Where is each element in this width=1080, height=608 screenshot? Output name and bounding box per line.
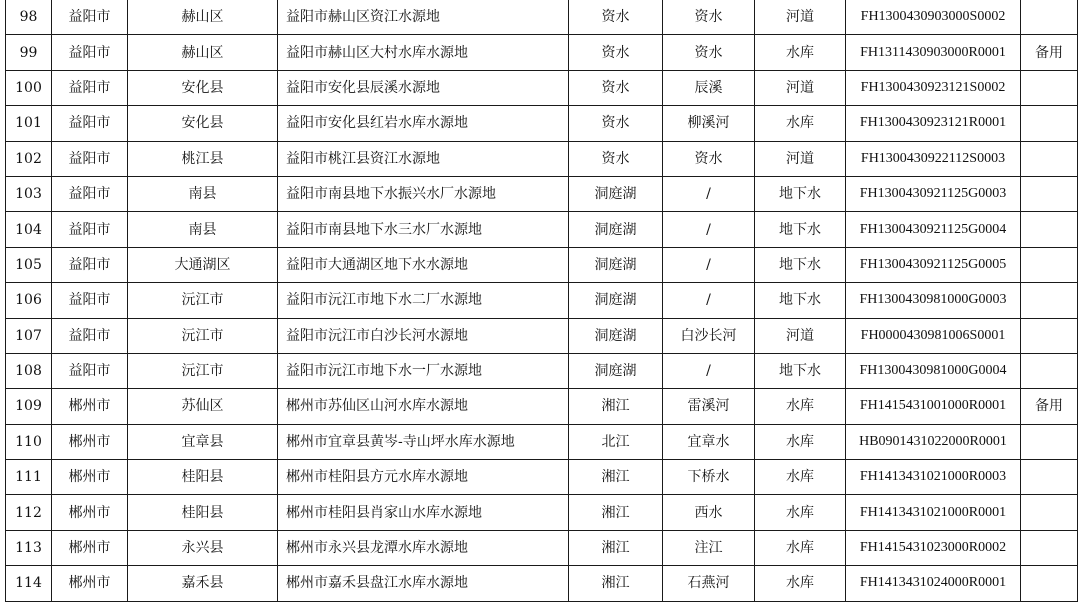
- row-number: 111: [6, 460, 52, 495]
- source-type-cell: 地下水: [755, 247, 846, 282]
- row-number: 99: [6, 35, 52, 70]
- source-type-cell: 水库: [755, 566, 846, 601]
- river-cell: 西水: [663, 495, 755, 530]
- source-name-cell: 益阳市赫山区大村水库水源地: [278, 35, 569, 70]
- source-name-cell: 郴州市宜章县黄岑-寺山坪水库水源地: [278, 424, 569, 459]
- remark-cell: [1021, 141, 1078, 176]
- remark-cell: [1021, 70, 1078, 105]
- row-number: 110: [6, 424, 52, 459]
- table-row: [6, 424, 1078, 459]
- table-body: [6, 0, 1078, 601]
- source-name-cell: 益阳市安化县红岩水库水源地: [278, 106, 569, 141]
- county-cell: 南县: [128, 176, 278, 211]
- river-cell: /: [663, 353, 755, 388]
- row-number: 100: [6, 70, 52, 105]
- source-code-cell: FH1300430981000G0003: [846, 283, 1021, 318]
- table-row: [6, 212, 1078, 247]
- basin-cell: 资水: [569, 141, 663, 176]
- source-type-cell: 水库: [755, 495, 846, 530]
- remark-cell: [1021, 460, 1078, 495]
- county-cell: 沅江市: [128, 353, 278, 388]
- city-cell: 益阳市: [52, 35, 128, 70]
- source-name-cell: 郴州市桂阳县肖家山水库水源地: [278, 495, 569, 530]
- source-name-cell: 郴州市嘉禾县盘江水库水源地: [278, 566, 569, 601]
- row-number: 114: [6, 566, 52, 601]
- source-code-cell: FH1300430923121R0001: [846, 106, 1021, 141]
- source-type-cell: 河道: [755, 0, 846, 35]
- county-cell: 永兴县: [128, 530, 278, 565]
- county-cell: 桂阳县: [128, 495, 278, 530]
- basin-cell: 洞庭湖: [569, 353, 663, 388]
- source-type-cell: 水库: [755, 460, 846, 495]
- row-number: 105: [6, 247, 52, 282]
- row-number: 101: [6, 106, 52, 141]
- remark-cell: 备用: [1021, 389, 1078, 424]
- source-type-cell: 河道: [755, 141, 846, 176]
- remark-cell: 备用: [1021, 35, 1078, 70]
- source-code-cell: FH1300430923121S0002: [846, 70, 1021, 105]
- river-cell: 白沙长河: [663, 318, 755, 353]
- source-code-cell: FH1300430921125G0003: [846, 176, 1021, 211]
- basin-cell: 湘江: [569, 495, 663, 530]
- table-row: [6, 318, 1078, 353]
- county-cell: 嘉禾县: [128, 566, 278, 601]
- source-code-cell: FH1300430921125G0004: [846, 212, 1021, 247]
- basin-cell: 资水: [569, 70, 663, 105]
- river-cell: 石燕河: [663, 566, 755, 601]
- source-type-cell: 地下水: [755, 176, 846, 211]
- basin-cell: 湘江: [569, 530, 663, 565]
- row-number: 107: [6, 318, 52, 353]
- water-source-table-page: [5, 0, 1078, 602]
- remark-cell: [1021, 0, 1078, 35]
- table-row: [6, 530, 1078, 565]
- source-name-cell: 郴州市永兴县龙潭水库水源地: [278, 530, 569, 565]
- table-row: [6, 35, 1078, 70]
- source-name-cell: 益阳市沅江市地下水一厂水源地: [278, 353, 569, 388]
- source-type-cell: 水库: [755, 530, 846, 565]
- city-cell: 郴州市: [52, 424, 128, 459]
- county-cell: 安化县: [128, 106, 278, 141]
- basin-cell: 洞庭湖: [569, 247, 663, 282]
- source-name-cell: 益阳市沅江市地下水二厂水源地: [278, 283, 569, 318]
- source-code-cell: FH1311430903000R0001: [846, 35, 1021, 70]
- source-type-cell: 水库: [755, 35, 846, 70]
- source-type-cell: 河道: [755, 70, 846, 105]
- basin-cell: 洞庭湖: [569, 318, 663, 353]
- county-cell: 南县: [128, 212, 278, 247]
- river-cell: 资水: [663, 35, 755, 70]
- source-type-cell: 水库: [755, 106, 846, 141]
- city-cell: 益阳市: [52, 283, 128, 318]
- basin-cell: 洞庭湖: [569, 176, 663, 211]
- source-code-cell: FH0000430981006S0001: [846, 318, 1021, 353]
- remark-cell: [1021, 176, 1078, 211]
- river-cell: 下桥水: [663, 460, 755, 495]
- table-row: [6, 353, 1078, 388]
- city-cell: 益阳市: [52, 247, 128, 282]
- source-name-cell: 益阳市南县地下水振兴水厂水源地: [278, 176, 569, 211]
- county-cell: 安化县: [128, 70, 278, 105]
- row-number: 112: [6, 495, 52, 530]
- row-number: 108: [6, 353, 52, 388]
- basin-cell: 湘江: [569, 566, 663, 601]
- remark-cell: [1021, 353, 1078, 388]
- source-type-cell: 地下水: [755, 283, 846, 318]
- table-row: [6, 283, 1078, 318]
- city-cell: 郴州市: [52, 495, 128, 530]
- county-cell: 赫山区: [128, 0, 278, 35]
- county-cell: 桂阳县: [128, 460, 278, 495]
- remark-cell: [1021, 283, 1078, 318]
- row-number: 104: [6, 212, 52, 247]
- city-cell: 郴州市: [52, 566, 128, 601]
- city-cell: 益阳市: [52, 353, 128, 388]
- basin-cell: 湘江: [569, 389, 663, 424]
- county-cell: 沅江市: [128, 318, 278, 353]
- river-cell: /: [663, 283, 755, 318]
- basin-cell: 洞庭湖: [569, 283, 663, 318]
- county-cell: 赫山区: [128, 35, 278, 70]
- basin-cell: 北江: [569, 424, 663, 459]
- city-cell: 郴州市: [52, 460, 128, 495]
- county-cell: 宜章县: [128, 424, 278, 459]
- river-cell: /: [663, 212, 755, 247]
- river-cell: 柳溪河: [663, 106, 755, 141]
- source-name-cell: 益阳市南县地下水三水厂水源地: [278, 212, 569, 247]
- remark-cell: [1021, 424, 1078, 459]
- basin-cell: 资水: [569, 35, 663, 70]
- source-code-cell: FH1300430981000G0004: [846, 353, 1021, 388]
- river-cell: /: [663, 247, 755, 282]
- source-name-cell: 郴州市苏仙区山河水库水源地: [278, 389, 569, 424]
- source-code-cell: FH1300430903000S0002: [846, 0, 1021, 35]
- river-cell: 辰溪: [663, 70, 755, 105]
- source-type-cell: 水库: [755, 424, 846, 459]
- city-cell: 益阳市: [52, 212, 128, 247]
- table-row: [6, 141, 1078, 176]
- county-cell: 苏仙区: [128, 389, 278, 424]
- city-cell: 郴州市: [52, 530, 128, 565]
- table-row: [6, 495, 1078, 530]
- river-cell: 宜章水: [663, 424, 755, 459]
- county-cell: 桃江县: [128, 141, 278, 176]
- water-source-table: [5, 0, 1078, 602]
- city-cell: 益阳市: [52, 70, 128, 105]
- table-row: [6, 247, 1078, 282]
- basin-cell: 资水: [569, 106, 663, 141]
- table-row: [6, 566, 1078, 601]
- river-cell: /: [663, 176, 755, 211]
- city-cell: 益阳市: [52, 176, 128, 211]
- source-name-cell: 益阳市大通湖区地下水水源地: [278, 247, 569, 282]
- row-number: 106: [6, 283, 52, 318]
- row-number: 103: [6, 176, 52, 211]
- source-code-cell: FH1413431021000R0001: [846, 495, 1021, 530]
- basin-cell: 湘江: [569, 460, 663, 495]
- remark-cell: [1021, 530, 1078, 565]
- table-row: [6, 176, 1078, 211]
- source-code-cell: FH1413431021000R0003: [846, 460, 1021, 495]
- source-code-cell: FH1300430922112S0003: [846, 141, 1021, 176]
- source-code-cell: FH1300430921125G0005: [846, 247, 1021, 282]
- river-cell: 资水: [663, 141, 755, 176]
- county-cell: 沅江市: [128, 283, 278, 318]
- city-cell: 益阳市: [52, 0, 128, 35]
- source-code-cell: FH1415431001000R0001: [846, 389, 1021, 424]
- remark-cell: [1021, 566, 1078, 601]
- river-cell: 资水: [663, 0, 755, 35]
- source-name-cell: 郴州市桂阳县方元水库水源地: [278, 460, 569, 495]
- row-number: 98: [6, 0, 52, 35]
- remark-cell: [1021, 212, 1078, 247]
- source-name-cell: 益阳市赫山区资江水源地: [278, 0, 569, 35]
- city-cell: 郴州市: [52, 389, 128, 424]
- table-row: [6, 389, 1078, 424]
- source-name-cell: 益阳市桃江县资江水源地: [278, 141, 569, 176]
- river-cell: 注江: [663, 530, 755, 565]
- remark-cell: [1021, 495, 1078, 530]
- remark-cell: [1021, 318, 1078, 353]
- table-row: [6, 106, 1078, 141]
- source-name-cell: 益阳市沅江市白沙长河水源地: [278, 318, 569, 353]
- source-type-cell: 地下水: [755, 212, 846, 247]
- row-number: 113: [6, 530, 52, 565]
- remark-cell: [1021, 106, 1078, 141]
- county-cell: 大通湖区: [128, 247, 278, 282]
- basin-cell: 资水: [569, 0, 663, 35]
- table-row: [6, 70, 1078, 105]
- source-type-cell: 地下水: [755, 353, 846, 388]
- source-type-cell: 水库: [755, 389, 846, 424]
- city-cell: 益阳市: [52, 141, 128, 176]
- river-cell: 雷溪河: [663, 389, 755, 424]
- source-code-cell: FH1415431023000R0002: [846, 530, 1021, 565]
- table-row: [6, 460, 1078, 495]
- source-type-cell: 河道: [755, 318, 846, 353]
- source-code-cell: FH1413431024000R0001: [846, 566, 1021, 601]
- basin-cell: 洞庭湖: [569, 212, 663, 247]
- table-row: [6, 0, 1078, 35]
- source-name-cell: 益阳市安化县辰溪水源地: [278, 70, 569, 105]
- city-cell: 益阳市: [52, 318, 128, 353]
- row-number: 102: [6, 141, 52, 176]
- row-number: 109: [6, 389, 52, 424]
- remark-cell: [1021, 247, 1078, 282]
- city-cell: 益阳市: [52, 106, 128, 141]
- source-code-cell: HB0901431022000R0001: [846, 424, 1021, 459]
